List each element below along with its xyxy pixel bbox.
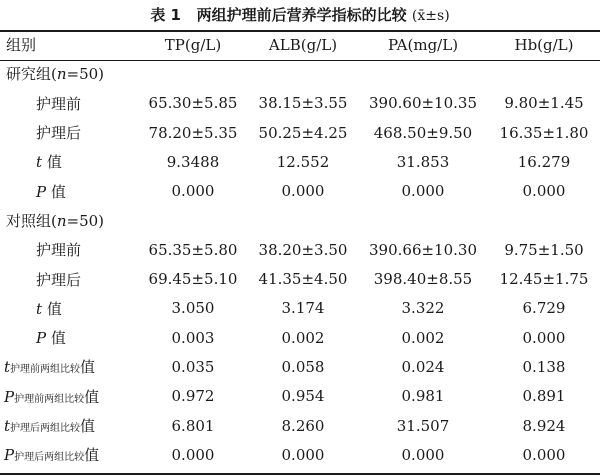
table-cell: 38.15±3.55 (258, 94, 348, 113)
row-label: t 值 (36, 299, 62, 318)
table-cell: 0.000 (171, 445, 215, 464)
table-row (0, 176, 600, 205)
row-label: t护理前两组比较值 (4, 358, 96, 377)
table-cell: 0.002 (401, 328, 445, 347)
bottom-rule (0, 473, 600, 475)
comparison-row (0, 440, 600, 469)
table-cell: 0.024 (401, 357, 445, 376)
table-cell: 9.80±1.45 (504, 94, 584, 113)
table-row (0, 323, 600, 352)
table-cell: 8.924 (522, 416, 566, 435)
table-cell: 16.279 (517, 152, 571, 171)
table-cell: 41.35±4.50 (258, 270, 348, 289)
table-title (0, 4, 600, 26)
table-number: 表 1 (150, 6, 181, 24)
row-label: 护理后 (36, 124, 82, 143)
table-cell: 65.35±5.80 (148, 240, 238, 259)
table-cell: 0.000 (401, 445, 445, 464)
header-row (0, 30, 600, 59)
column-header: TP(g/L) (164, 35, 222, 54)
table-cell: 0.891 (522, 387, 566, 406)
table-cell: 0.954 (281, 387, 325, 406)
column-header: Hb(g/L) (514, 35, 574, 54)
nutrition-indicator-table (0, 30, 600, 469)
table-cell: 0.972 (171, 387, 215, 406)
table-cell: 0.003 (171, 328, 215, 347)
table-row (0, 147, 600, 176)
table-cell: 6.729 (522, 299, 566, 318)
table-cell: 0.000 (281, 445, 325, 464)
table-cell: 9.75±1.50 (504, 240, 584, 259)
table-cell: 0.002 (281, 328, 325, 347)
table-cell: 3.174 (281, 299, 325, 318)
table-cell: 0.000 (401, 182, 445, 201)
column-header: ALB(g/L) (268, 35, 338, 54)
table-cell: 0.058 (281, 357, 325, 376)
table-cell: 8.260 (281, 416, 325, 435)
table-caption: 两组护理前后营养学指标的比较 (196, 6, 407, 24)
table-row (0, 89, 600, 118)
table-cell: 0.138 (522, 357, 566, 376)
table-cell: 65.30±5.85 (148, 94, 238, 113)
row-label: 护理前 (36, 241, 82, 260)
table-cell: 38.20±3.50 (258, 240, 348, 259)
row-label: t护理后两组比较值 (4, 417, 96, 435)
group-row (0, 206, 600, 235)
table-cell: 12.552 (276, 152, 330, 171)
table-cell: 3.050 (171, 299, 215, 318)
row-label: t 值 (36, 153, 62, 172)
table-row (0, 235, 600, 264)
row-label: 护理后 (36, 270, 82, 289)
table-notation: (x̄±s) (411, 8, 450, 24)
column-header: PA(mg/L) (387, 35, 459, 54)
table-cell: 0.000 (281, 182, 325, 201)
comparison-row (0, 411, 600, 440)
column-header: 组别 (6, 36, 37, 55)
table-cell: 390.60±10.35 (369, 94, 477, 113)
table-cell: 31.507 (396, 416, 450, 435)
table-cell: 3.322 (401, 299, 445, 318)
table-row (0, 118, 600, 147)
group-label: 研究组(n=50) (6, 65, 105, 84)
table-cell: 390.66±10.30 (369, 240, 477, 259)
table-row (0, 264, 600, 293)
table-cell: 69.45±5.10 (148, 270, 238, 289)
table-cell: 9.3488 (166, 152, 220, 171)
row-label: 护理前 (36, 94, 82, 113)
comparison-row (0, 352, 600, 381)
group-row (0, 59, 600, 88)
table-cell: 50.25±4.25 (258, 123, 348, 142)
row-label: P护理前两组比较值 (4, 387, 100, 406)
table-cell: 31.853 (396, 152, 450, 171)
table-cell: 6.801 (171, 416, 215, 435)
table-cell: 398.40±8.55 (373, 270, 473, 289)
table-cell: 468.50±9.50 (373, 123, 473, 142)
table-cell: 0.000 (522, 182, 566, 201)
table-cell: 0.035 (171, 357, 215, 376)
table-cell: 12.45±1.75 (499, 270, 589, 289)
table-cell: 0.981 (401, 387, 445, 406)
table-cell: 78.20±5.35 (148, 123, 238, 142)
comparison-row (0, 382, 600, 411)
group-label: 对照组(n=50) (6, 211, 105, 230)
table-row (0, 294, 600, 323)
table-cell: 0.000 (522, 445, 566, 464)
table-cell: 16.35±1.80 (499, 123, 589, 142)
row-label: P护理后两组比较值 (4, 446, 100, 465)
row-label: P 值 (36, 329, 66, 348)
table-cell: 0.000 (522, 328, 566, 347)
table-cell: 0.000 (171, 182, 215, 201)
row-label: P 值 (36, 182, 66, 201)
